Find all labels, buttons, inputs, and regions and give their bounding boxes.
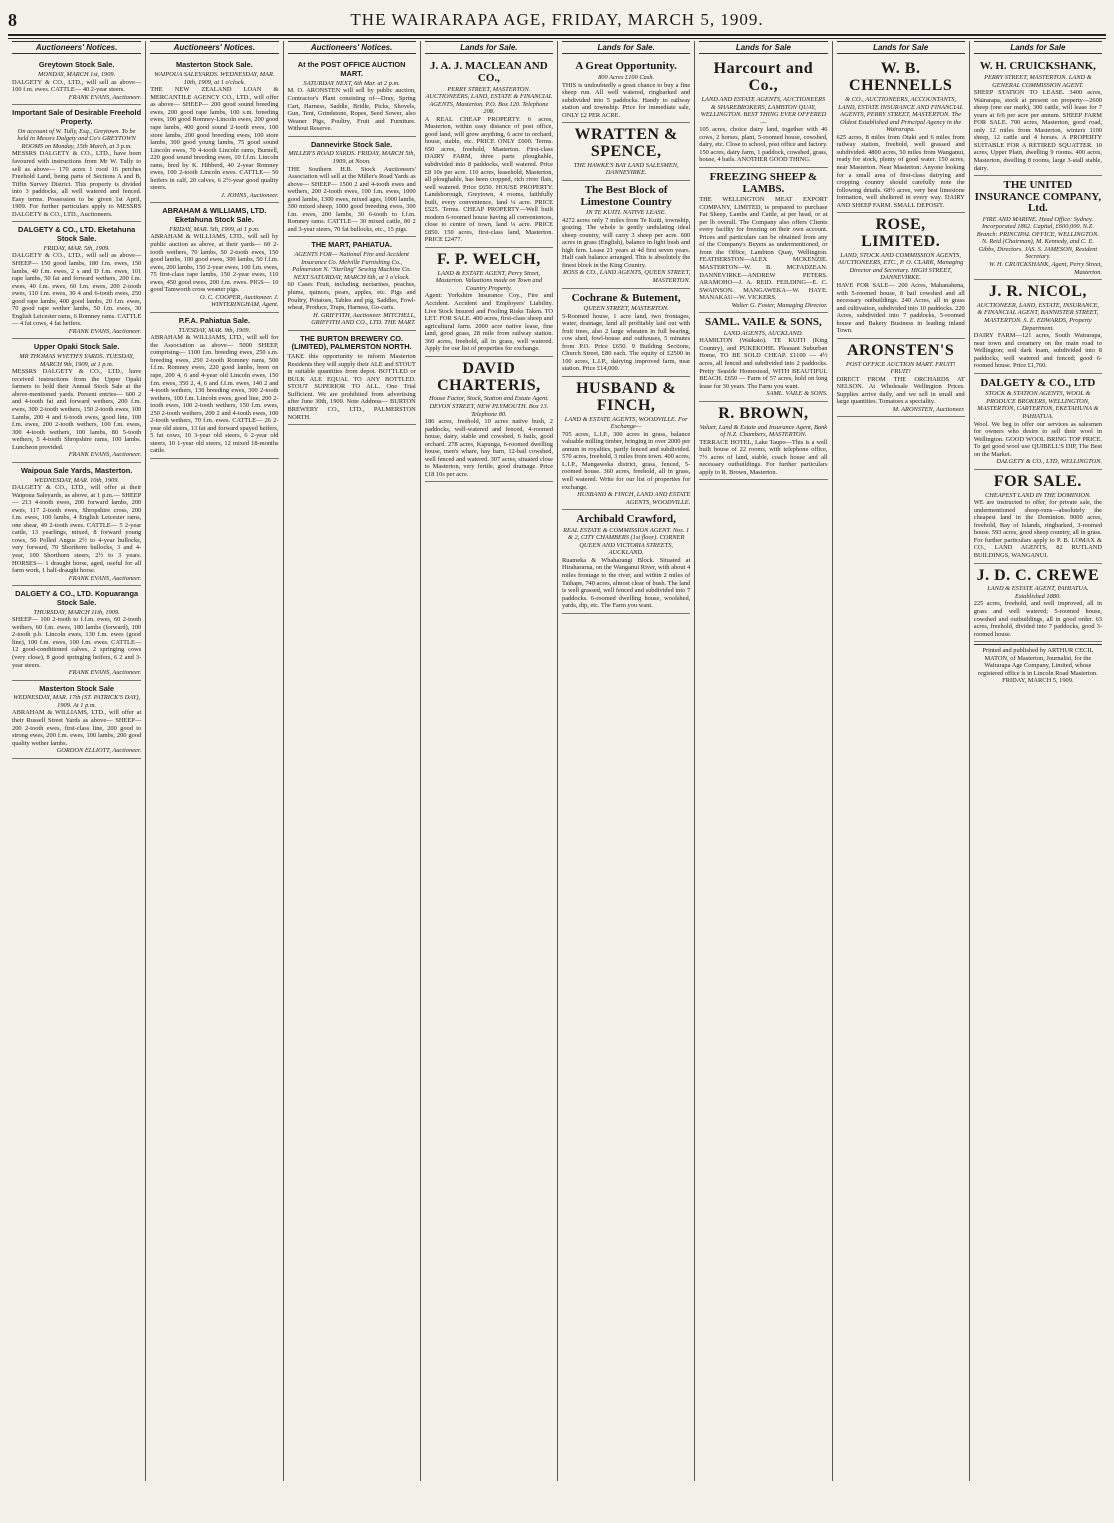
- ad-signature: HUSBAND & FINCH, LAND AND ESTATE AGENTS, WOODVILLE.: [577, 491, 691, 506]
- advertisement: [562, 510, 690, 614]
- ad-body-text: Ruameka & Whaharangi Block. Situated at Hirahararua, on the Wanganui River, with about 4 miles frontage to the river, and within 2 miles of Taihape, 740 acres, almost clear of bush. The land is well grassed, well fenced and subdivided into 7 paddocks. 6-roomed dwelling house, woolshed, yards, dip, etc. The Farm you want.: [562, 556, 691, 610]
- advertisement: [562, 181, 690, 289]
- ad-firm-name: SAML. VAILE & SONS,: [705, 316, 822, 329]
- ad-body-text: ABRAHAM & WILLIAMS, LTD., will sell for the Association as above— 5000 SHEEP, comprising— 1100 f.m. breeding ewes, 250 s.m. breeding ewes, 250 2-tooth Romney rams, 500 f.f.m. Romney ewes, 220 good lambs, been on rape, 200 4, 6 and 4-year old Lincoln ewes, 150 f.m. ewes, 350 2, 4, 6 and f.f.m. ewes, 140 2 and 4-tooth wethers, 130 breeding ewes, 300 2-tooth wethers, 100 f.m. Lincoln ewes, good line, 200 2-tooth ewes, 100 2-tooth wethers, 150 f.m. ewes, 250 2-tooth wethers, 200 2 and 4-tooth ewes, 100 2-tooth wethers, 70 f.m. ewes. CATTLE— 26 2-year old steers, 13 fat and forward spayed heifers, 5 fat cows, 10 3-year old steers, 6 2-year old steers, 10 1-year old steers, 12 mixed 18-months cattle.: [150, 334, 279, 455]
- ad-body-text: HAMILTON (Waikato). TE KUITI (King Country), and PUKEKOHE. Pleasant Suburban Home, TO BE SOLD CHEAP. £1100 — 4½ acres, all fenced and subdivided into 2 paddocks. Pretty Seaside Homestead, WITH BEAUTIFUL BEACH. £650 — Farm of 57 acres, hold on long lease for 30 years. The Farm you want.: [699, 337, 828, 390]
- ad-subheading: IN TE KUITI. NATIVE LEASE.: [586, 209, 667, 217]
- advertisement: [837, 339, 965, 418]
- advertisement: [974, 57, 1102, 176]
- columns: [8, 41, 1106, 1481]
- ad-title: Masterton Stock Sale.: [175, 60, 253, 70]
- advertisement: [425, 57, 553, 248]
- ad-subheading: AGENTS FOR— National Fire and Accident Insurance Co. Melville Furnishing Co., Palmerston N. "Sterling" Sewing Machine Co. NEXT SATURDAY, MARCH 6th, at 1 o'clock.: [292, 251, 412, 281]
- ad-subheading: WEDNESDAY, MAR. 10th, 1909.: [34, 476, 120, 484]
- ad-body-text: 705 acres, L.I.P., 300 acres in grass, balance valuable milling timber, bringing in over 2000 per annum in royalties, partly fenced and subdivided. 570 acres, freehold, 3 miles from town. 400 acres, L.I.P., Mangaweka district, grass, fenced, 5-roomed house. 360 acres, freehold, all in grass, well watered. Write for our list of properties for exchange.: [562, 430, 691, 491]
- ad-body-text: 4272 acres only 7 miles from Te Kuiti, township, grazing. The whole is gently undulating ideal sheep country, will carry 3 sheep per acre. 600 acres in grass (English), balance in light bush and high fern. Lease 21 years at 4d first seven years. Half cash balance arranged. This is absolutely the finest block in the King Country.: [562, 216, 691, 269]
- ad-body-text: DIRECT FROM THE ORCHARDS AT NELSON. At Wholesale Wellington Prices. Supplies arrive daily, and we sell in small and large quantities. Tomatoes a speciality.: [836, 375, 965, 406]
- ad-title: THE BURTON BREWERY CO. (LIMITED), PALMERSTON NORTH.: [291, 333, 412, 352]
- ad-body-text: DAIRY FARM—121 acres, South Wairarapa, near town and creamery on the main road to Wellington; soil dark loam, subdivided into 8 paddocks, well watered and fenced; good 6-roomed house. Price £1,760.: [973, 332, 1102, 370]
- ad-subheading: 800 Acres £100 Cash.: [598, 73, 655, 81]
- ad-subheading: WEDNESDAY, MAR. 17th (ST. PATRICK'S DAY), 1909. At 1 p.m.: [13, 694, 141, 709]
- ad-body-text: TERRACE HOTEL, Lake Taupo—This is a well built house of 22 rooms, with telephone office, 7½ acres of land, stable, coach house and all necessary outbuildings. For further particulars apply to R. Brown, Masterton.: [699, 438, 828, 476]
- ad-subheading: LAND & ESTATE AGENTS, WOODVILLE. For Exchange—: [564, 415, 688, 431]
- advertisement: [12, 681, 141, 759]
- ad-subheading: House Factor, Stock, Station and Estate Agent. DEVON STREET, NEW PLYMOUTH. Box 13. Telephone 80.: [429, 395, 549, 418]
- advertisement: [288, 331, 416, 425]
- advertisement: [562, 123, 690, 181]
- ad-body-text: ABRAHAM & WILLIAMS, LTD., will offer at their Russell Street Yards as above— SHEEP— 200 2-tooth ewes, first-class line, 200 good to strong ewes, 200 f.m. ewes, 100 lambs, 200 good quality wether lambs.: [12, 709, 142, 747]
- ad-body-text: 60 Cases Fruit, including nectarines, peaches, plums, quinces, pears, apples, etc. Pigs and Poultry, Potatoes, Tables and pig, Saddles, Fowl-wheat, Produce, Traps, Harness, Go-carts.: [287, 281, 416, 312]
- column-header: Auctioneers' Notices.: [150, 41, 278, 54]
- advertisement: [12, 105, 141, 222]
- advertisement: [12, 463, 141, 586]
- advertisement: [288, 237, 416, 330]
- ad-subheading: On account of W. Tully, Esq., Greytown. To be held in Messrs Dalgety and Co's GREYTOWN ROOMS on Monday, 15th March, at 3 p.m.: [17, 127, 136, 150]
- ad-subheading: THURSDAY, MARCH 11th, 1909.: [33, 608, 120, 616]
- advertisement: [288, 137, 416, 238]
- ad-title: At the POST OFFICE AUCTION MART.: [297, 60, 406, 79]
- ad-firm-name: Harcourt and Co.,: [713, 60, 814, 95]
- ad-subheading: PERRY STREET, MASTERTON. AUCTIONEERS, LAND, ESTATE & FINANCIAL AGENTS, Masterton. P.O. Box 120. Telephone 208.: [425, 85, 553, 116]
- column-header: Lands for Sale: [974, 41, 1102, 54]
- ad-signature: FRANK EVANS, Auctioneer.: [68, 574, 142, 582]
- advertisement: [150, 203, 278, 312]
- ad-subheading: TUESDAY, MAR. 9th, 1909.: [178, 326, 251, 334]
- ad-title: ABRAHAM & WILLIAMS, LTD. Eketahuna Stock Sale.: [162, 206, 267, 225]
- ad-body-text: DALGETY & CO., LTD., will sell as above— SHEEP— 150 good lambs, 180 f.m. ewes, 150 lambs, 40 f.m. ewes, 2 s and D f.m. ewes, 101 rape lambs, 50 fat and forward wethers, 200 f.m. ewes, 40 f.m. ewes, 60 f.m. ewes, 200 2-tooth ewes, 110 f.m. ewes, 30 4 and 6-tooth ewes, 250 good rape lambs, 400 good lambs, 20 f.m. ewes, 70 good rape wether lambs, 50 f.m. ewes, 30 English Leicester rams, 6 Romney rams. CATTLE— 4 fat cows, 4 fat heifers.: [12, 252, 142, 328]
- ad-firm-name: FOR SALE.: [993, 472, 1082, 490]
- ad-signature: FRANK EVANS, Auctioneer.: [68, 327, 142, 335]
- ad-title: Waipoua Sale Yards, Masterton.: [20, 465, 133, 475]
- ad-subheading: LAND & ESTATE AGENT, PAHIATUA. Established 1880.: [987, 585, 1089, 600]
- advertisement: [562, 377, 690, 510]
- ad-body-text: MESSRS DALGETY & CO., LTD., have been favoured with instructions from Mr W. Tully to sell as above— 170 acres 1 rood 16 perches Freehold Land, being parts of Sections A and B, Tiffin Survey District. This property is divided into 3 paddocks, all well watered and fenced. Easy terms. Possession to be given 1st April, 1909. For further particulars apply to MESSRS DALGETY & CO., LTD., Auctioneers.: [12, 150, 142, 218]
- advertisement: [974, 176, 1102, 280]
- ad-subheading: LAND & ESTATE AGENT, Perry Street, Masterton. Valuations made on Town and Country Property.: [435, 269, 543, 292]
- ad-signature: J. JOHNS, Auctioneer.: [220, 191, 279, 199]
- ad-title: Masterton Stock Sale: [39, 683, 114, 693]
- ad-signature: ROSS & CO., LAND AGENTS, QUEEN STREET, MASTERTON.: [563, 269, 691, 284]
- column-1: [8, 41, 145, 1481]
- ad-subheading: AUCTIONEER, LAND, ESTATE, INSURANCE, & FINANCIAL AGENT, BANNISTER STREET, MASTERTON. S. E. EDWARDS, Property Department.: [976, 301, 1100, 332]
- column-8: [969, 41, 1106, 1481]
- ad-title: THE MART, PAHIATUA.: [311, 240, 392, 250]
- ad-subheading: & CO., AUCTIONEERS, ACCOUNTANTS, LAND, ESTATE INSURANCE AND FINANCIAL AGENTS, PERRY STREET, MASTERTON. The Oldest Established and Principal Agency in the Wairarapa.: [838, 96, 964, 134]
- column-header: Auctioneers' Notices.: [288, 41, 416, 54]
- ad-subheading: SATURDAY NEXT, 6th Mar. at 2 p.m.: [303, 79, 400, 87]
- ad-body-text: SHEEP— 100 2-tooth to f.f.m. ewes, 60 2-tooth wethers, 60 f.m. ewes, 180 lambs (forward), 100 2-tooth p.b. Lincoln ewes, 130 f.m. ewes (good line), 100 f.m. ewes, 100 f.m. ewes. CATTLE— 12 good-conditioned calves, 2 springing cows (very close), 8 good springing heifers, 6 2 and 3-year steers.: [12, 616, 142, 669]
- ad-subheading: FRIDAY, MAR. 5th, 1909.: [43, 244, 110, 252]
- column-6: [694, 41, 831, 1481]
- advertisement: [425, 357, 553, 483]
- ad-firm-name: DAVID CHARTERIS,: [437, 359, 541, 394]
- advertisement: [288, 57, 416, 136]
- column-header: Lands for Sale: [699, 41, 827, 54]
- ad-body-text: DALGETY & CO., LTD., will offer at their Waipoua Saleyards, as above, at 1 p.m.— SHEEP— 213 4-tooth ewes, 200 forward lambs, 200 ewes, 117 2-tooth ewes, Shropshire cross, 200 f.m. ewes, 100 lambs, 4 English Leicester rams, one shear, 49 2-tooth ewes. CATTLE— 5 2-year cattle, 13 yearlings, mixed, 8 forward young cows, 50 Polled Angus 2½ to 4-year bullocks, very forward, 70 Shorthorn bullocks, 3 and 4-year, 100 Shorthorn steers, 2½ to 3 years. HORSES— 1 draught horse, aged, useful for all farm work, 1 half-draught horse.: [12, 484, 142, 575]
- ad-signature: H. GRIFFITH, Auctioneer. MITCHELL, GRIFFITH AND CO., LTD. THE MART.: [311, 311, 416, 327]
- ad-firm-name: WRATTEN & SPENCE,: [574, 126, 678, 161]
- ad-firm-name: F. P. WELCH,: [437, 251, 541, 269]
- ad-body-text: 186 acres, freehold, 10 acres native bush, 2 paddocks, well-watered and fenced, 4-roomed house, dairy, stable and cowshed, 6 bails, good orchard. 278 acres, Kapunga, 6-roomed dwelling house, men's whare, hay barn, 12-bail cowshed, well fenced and watered. 307 acres, situated close to Masterton, very fertile, good drainage. Price £18 10s per acre.: [424, 418, 553, 478]
- ad-body-text: M. O. ARONSTEN will sell by public auction, Contractor's Plant consisting of—Dray, Spring Cart, Harness, Saddle, Bridle, Picks, Shovels, Gun, Tent, Grindstone, Ropes, Seed Sower, also Weaner Pigs, Poultry, Fruit and Furniture. Without Reserve.: [287, 87, 416, 133]
- ad-subheading: FRIDAY, MAR. 5th, 1909, at 1 p.m.: [169, 225, 260, 233]
- ad-firm-name: R. BROWN,: [718, 404, 809, 422]
- ad-body-text: A REAL CHEAP PROPERTY. 6 acres, Masterton, within easy distance of post office, good land, will grow anything, 6 acre in orchard, house, stable, etc. PRICE ONLY £600. Terms. 650 acres, freehold, Masterton. First-class DAIRY FARM, three parts ploughable, subdivided into 8 paddocks, well watered. Price £8 10s per acre. 110 acres, leasehold, Masterton, all ploughable, has been cropped, rich river flats, well watered. Price £650. HOUSE PROPERTY. Landsborough, Greytown, 4 rooms, faithfully built, every convenience, land ¼ acre. PRICE £525. Terms. CHEAP PROPERTY—Well built modern 6-roomed house having all conveniences, close to centre of town, land ¼ acre. PRICE £850. 150 acres, first-class land, Masterton. PRICE £2477.: [424, 115, 553, 244]
- column-5: [557, 41, 694, 1481]
- ad-subheading: THE HAWKE'S BAY LAND SALESMEN, DANNEVIRKE.: [573, 161, 679, 177]
- ad-firm-name: A Great Opportunity.: [575, 60, 677, 73]
- ad-body-text: DALGETY & CO., LTD., will sell as above— 100 f.m. ewes. CATTLE— 40 2-year steers.: [12, 78, 142, 94]
- advertisement: [150, 57, 278, 203]
- ad-firm-name: THE UNITED INSURANCE COMPANY, Ltd.: [974, 179, 1102, 215]
- ad-firm-name: J. D. C. CREWE: [976, 566, 1100, 584]
- ad-subheading: QUEEN STREET, MASTERTON.: [583, 305, 669, 313]
- advertisement: [12, 222, 141, 339]
- ad-title: Greytown Stock Sale.: [38, 60, 115, 70]
- column-2: [145, 41, 282, 1481]
- ad-body-text: THIS is undoubtedly a great chance to buy a fine sheep run. All well watered, ringbarked and subdivided into 5 paddocks. Handy to railway station and township. Price for immediate sale, ONLY £2 PER ACRE.: [562, 81, 691, 119]
- ad-body-text: TAKE this opportunity to inform Masterton Residents they will supply their ALE and STOUT in suitable quantities from depot. BOTTLED or BULK ALE EQUAL TO ANY BOTTLED. STOUT SUPERIOR TO ALL. One Trial Sufficient. We are prohibited from advertising after June 30th, 1909. Note Address— BURTON BREWERY CO., LTD., PALMERSTON NORTH.: [287, 353, 416, 421]
- ad-subheading: MR THOMAS WYETH'S YARDS. TUESDAY, MARCH 9th, 1909, at 1 p.m.: [19, 353, 134, 368]
- ad-subheading: LAND AGENTS, AUCKLAND.: [723, 329, 804, 337]
- ad-title: Important Sale of Desirable Freehold Property.: [12, 108, 142, 127]
- ad-firm-name: J. A. J. MACLEAN AND CO.,: [430, 60, 548, 84]
- ad-signature: W. H. CRUICKSHANK, Agent, Perry Street, Masterton.: [988, 261, 1102, 276]
- ad-firm-name: W. B. CHENNELLS: [849, 60, 953, 95]
- advertisement: [425, 248, 553, 357]
- ad-subheading: CHEAPEST LAND IN THE DOMINION.: [984, 491, 1091, 499]
- ad-subheading: STOCK & STATION AGENTS, WOOL & PRODUCE BROKERS, WELLINGTON, MASTERTON, CARTERTON, EKETAHUNA & PAHIATUA.: [977, 390, 1099, 421]
- advertisement: [12, 57, 141, 105]
- ad-signature: DALGETY & CO., LTD, WELLINGTON.: [996, 458, 1102, 466]
- column-header: Auctioneers' Notices.: [12, 41, 141, 54]
- ad-subheading: MONDAY, MARCH 1st, 1909.: [38, 71, 116, 79]
- ad-title: DALGETY & CO., LTD. Kopuaranga Stock Sale.: [15, 589, 139, 607]
- ad-firm-name: Cochrane & Butement,: [571, 291, 681, 304]
- ad-subheading: POST OFFICE AUCTION MART. FRUIT! FRUIT!: [845, 360, 956, 376]
- ad-signature: FRANK EVANS, Auctioneer.: [68, 451, 142, 459]
- column-3: [283, 41, 420, 1481]
- advertisement: [699, 313, 827, 401]
- ad-signature: SAML. VAILE & SONS.: [766, 390, 828, 398]
- ad-subheading: MILLER'S ROAD YARDS. FRIDAY, MARCH 5th, 1909, at Noon.: [288, 150, 415, 166]
- newspaper-title: THE WAIRARAPA AGE, FRIDAY, MARCH 5, 1909.: [350, 10, 764, 29]
- ad-subheading: LAND, STOCK AND COMMISSION AGENTS, AUCTIONEERS, ETC., P. O. CLARK, Managing Director and Secretary. HIGH STREET, DANNEVIRKE.: [837, 251, 964, 282]
- advertisement: [699, 168, 827, 313]
- ad-firm-name: W. H. CRUICKSHANK,: [979, 60, 1096, 73]
- ad-subheading: LAND AND ESTATE AGENTS, AUCTIONEERS & SHAREBROKERS, LAMBTON QUAY, WELLINGTON. BEST THING EVER OFFERED—: [700, 96, 827, 126]
- ad-body-text: WE are instructed to offer, for private sale, the undermentioned sheep-runs—absolutely the cheapest land in the Dominion. 9000 acres, freehold, Bay of Islands, ringbarked, 3-roomed house. 593 acres, good sheep country, all in grass. For further particulars apply to P. B. LOMAX & CO., LAND AGENTS, 82 RUTLAND BUILDINGS, WANGANUI.: [973, 499, 1102, 560]
- ad-body-text: MESSRS DALGETY & CO., LTD., have received instructions from the Upper Opaki farmers to hold their Annual Stock Sale at the above-mentioned yards. Present entries— 600 2 and 4-tooth fat and forward wethers, 200 f.m. ewes, 300 2-tooth wethers, 150 2-tooth ewes, 100 Lambs, 200 4 and 6-tooth ewes, good line, 100 f.m. ewes, 200 2-tooth wethers, 100 f.m. ewes, 300 4-tooth wethers, 100 lambs, 80 5-tooth wethers, 5 4-tooth Shropshire rams, 100 lambs. Luncheon provided.: [12, 368, 142, 451]
- advertisement: [974, 280, 1102, 374]
- ad-signature: FRANK EVANS, Auctioneer.: [68, 93, 142, 101]
- advertisement: [699, 402, 827, 481]
- ad-firm-name: J. R. NICOL,: [988, 283, 1087, 301]
- ad-body-text: THE WELLINGTON MEAT EXPORT COMPANY, LIMITED, is prepared to purchase Fat Sheep, Lambs and Cattle, at per head, or at per lb overall. The Company also offers Clients every facility for freezing on their own account. Prices and particulars can be obtained from any of the Company's Buyers as undermentioned, or from the Office, Lambton Quay, Wellington. FEATHERSTON—ALEX MCKENZIE. MASTERTON—W. B. MCFADZEAN. DANNEVIRKE—ANDREW PETERS. ARAMOHO—J. A. REID. FEILDING—E. C. SWAINSON. MANGAWEKA—W. HAYE. MANAKAU—W. VICKERS.: [699, 196, 828, 302]
- column-header: Lands for Sale.: [425, 41, 553, 54]
- ad-signature: FRANK EVANS, Auctioneer.: [68, 669, 142, 677]
- ad-subheading: Valuer, Land & Estate and Insurance Agent, Bank of N.Z. Chambers, MASTERTON.: [699, 423, 828, 439]
- column-7: [832, 41, 969, 1481]
- ad-body-text: THE NEW ZEALAND LOAN & MERCANTILE AGENCY CO., LTD., will offer as above— SHEEP— 200 good sound breeding ewes, 200 good rape lambs, 100 s.m. breeding ewes, 100 good Romney-Lincoln ewes, 200 good rape lambs, 400 good sound 2-tooth ewes, 100 store lambs, 200 good breeding ewes, 100 store lambs, 300 good young lambs, 75 good sound Lincoln ewes, 70 4-tooth Lincoln rams, Burnell, 220 good sound breeding ewes, 10 f.f.m. Lincoln rams, bred by K. Hibberd, 40 2-year Romney ewes, 100 2-tooth Lincoln ewes. CATTLE— 50 heifers in calf, 20 calves, 6 2½-year good quality steers.: [150, 86, 279, 192]
- page-number: 8: [8, 9, 17, 30]
- ad-signature: M. ARONSTEN, Auctioneer.: [892, 405, 965, 413]
- ad-body-text: 5-Roomed house, 1 acre land, two frontages, water, drainage, land all profitably laid out with fruit trees, also 2 large wheaten in full bearing, cow shed, fowl-house and outhouses, 5 minutes from P.O. Price £650. 9 Building Sections, Church Street, £80 each. The equity of £2500 in 100 acres, L.I.P., dairying improved farm, near station. Price £14,000.: [562, 312, 691, 373]
- column-header: Lands for Sale.: [562, 41, 690, 54]
- ad-body-text: 225 acres, freehold, and well improved, all in grass and well watered; 5-roomed house, cowshed and outbuildings, all in good order. 63 acres, freehold, divided into 7 paddocks, good 3-roomed house.: [973, 600, 1102, 638]
- ad-title: Upper Opaki Stock Sale.: [33, 342, 120, 352]
- masthead: [8, 6, 1106, 36]
- advertisement: [12, 339, 141, 462]
- ad-body-text: 625 acres, 8 miles from Otaki and 6 miles from railway station, freehold, well grassed and subdivided. 4800 acres, 50 miles from Wanganui, ready for stock, plenty of good water. 150 acres, near Masterton. Near Masterton: Anyone looking for a small area of first-class dairying and cropping country should carefully note the following details. 68½ acres, very best limestone formation, well sheltered in every way. DAIRY AND SHEEP FARM. SMALL DEPOSIT.: [836, 133, 965, 209]
- ad-signature: GORDON ELLIOTT, Auctioneer.: [56, 747, 142, 755]
- advertisement: [150, 313, 278, 459]
- advertisement: [974, 564, 1102, 643]
- ad-body-text: SHEEP STATION TO LEASE. 3400 acres, Wairarapa, stock at present on property—2600 sheep (one ear mark), 300 cattle, will lease for 7 years at 6/6 per acre per annum. SHEEP FARM FOR SALE. 700 acres, Masterton, good road, only 12 miles from Masterton, winters 1100 sheep, 12 cattle and 4 horses. A PROPERTY SUITABLE FOR A RETIRED SQUATTER. 10 acres, Upper Plain, dwelling 9 rooms. 400 acres, Masterton, dwelling 8 rooms, large 3-stall stable, dairy.: [973, 89, 1102, 172]
- ad-firm-name: ROSE, LIMITED.: [861, 216, 941, 251]
- advertisement: [974, 374, 1102, 470]
- ad-body-text: Agent: Yorkshire Insurance Coy., Fire and Accident. Accident and Employers' Liability. Live Stock Insured and Fooling Risks Taken. TO LET. FOR SALE. 400 acres, first-class sheep and agricultural farm. 2000 acre native lease, fine land, good grass, 28 mile from railway station. 360 acres, freehold, all in grass, well watered. Apply for our list of properties for exchange.: [424, 292, 553, 353]
- advertisement: [837, 213, 965, 339]
- printer-imprint: Printed and published by ARTHUR CECIL MATON, of Masterton, Journalist, for the Wairarapa Age Company, Limited, whose registered office is in Lincoln Road Masterton. FRIDAY, MARCH 5, 1909.: [974, 644, 1102, 685]
- ad-title: P.F.A. Pahiatua Sale.: [178, 315, 251, 325]
- ad-subheading: PERRY STREET, MASTERTON. LAND & GENERAL COMMISSION AGENT.: [984, 73, 1092, 89]
- ad-title: DALGETY & CO., LTD. Eketahuna Stock Sale.: [18, 225, 136, 244]
- ad-subheading: WAIPOUA SALEYARDS. WEDNESDAY, MAR. 10th, 1909, at 1 o'clock.: [154, 71, 275, 86]
- ad-firm-name: Archibald Crawford,: [576, 513, 676, 526]
- ad-firm-name: The Best Block of Limestone Country: [580, 183, 672, 208]
- column-4: [420, 41, 557, 1481]
- ad-firm-name: DALGETY & CO., LTD: [980, 376, 1096, 389]
- column-header: Lands for Sale: [837, 41, 965, 54]
- ad-signature: Walter G. Foster, Managing Director.: [731, 301, 828, 309]
- advertisement: [12, 586, 141, 680]
- ad-subheading: FIRE AND MARINE. Head Office: Sydney. Incorporated 1862. Capital, £600,000. N.Z. Branch: PRINCIPAL OFFICE, WELLINGTON. N. Reid (Chairman), M. Kennedy, and C. E. Gibbs, Directors. JAS. S. JAMESON, Resident Secretary.: [976, 215, 1100, 261]
- ad-body-text: Wool. We beg to offer our services as salesmen for owners who desire to sell their wool in Wellington. GOOD WOOL BRING TOP PRICE. To get good wool use QUIBELL'S DIP, The Best on the Market.: [973, 420, 1102, 458]
- advertisement: [699, 57, 827, 168]
- advertisement: [974, 470, 1102, 564]
- ad-firm-name: ARONSTEN'S: [847, 341, 955, 359]
- ad-subheading: REAL ESTATE & COMMISSION AGENT. Nos. 1 & 2, CITY CHAMBERS (1st floor). CORNER QUEEN AND VICTORIA STREETS, AUCKLAND.: [563, 526, 690, 557]
- advertisement: [562, 289, 690, 377]
- ad-body-text: THE Southern H.B. Stock Auctioneers' Association will sell at the Miller's Road Yards as above— SHEEP— 1500 2 and 4-tooth ewes and wethers, 200 2-tooth ewes, 100 f.m. ewes, 1000 good lambs, 1300 ewes, mixed ages, 1000 lambs, 300 mixed sheep, 1000 good breeding ewes, 300 f.m. ewes, 200 lambs, 30 6-tooth to f.f.m. Romney rams. CATTLE— 30 mixed cattle, 80 2 and 3-year steers, 70 fat bullocks, etc., 15 pigs.: [287, 165, 416, 233]
- ad-signature: O. C. COOPER, Auctioneer. J. WINTERINGHAM, Agent.: [199, 293, 279, 309]
- ad-body-text: ABRAHAM & WILLIAMS, LTD., will sell by public auction as above, at their yards— 60 2-tooth wethers, 70 lambs, 50 2-tooth ewes, 150 good lambs, 100 good ewes, 300 lambs, 50 f.f.m. ewes, 200 lambs, 150 2-year ewes, 100 f.m. ewes, 75 first-class rape lambs, 150 2-year ewes, 110 ewes, 450 good ewes, 200 f.m. ewes. PIGS— 10 good Tamworth cross weaner pigs.: [150, 233, 279, 294]
- ad-title: Dannevirke Stock Sale.: [310, 139, 393, 149]
- ad-body-text: 105 acres, choice dairy land, together with 46 cows, 2 horses, plant, 5-roomed house, cowshed, dairy, etc. Close to school, post office and factory. 150 acres, dairy farm, 1 paddock, cowshed, grass, house, 4 bails. ANOTHER GOOD THING.: [699, 126, 828, 164]
- ad-firm-name: HUSBAND & FINCH,: [576, 379, 677, 414]
- advertisement: [562, 57, 690, 123]
- ad-firm-name: FREEZING SHEEP & LAMBS.: [709, 170, 818, 195]
- advertisement: [837, 57, 965, 213]
- ad-body-text: HAVE FOR SALE— 200 Acres, Mahanahena, with 5-roomed house, 8 bail cowshed and all necessary outbuildings. 240 Acres, all in grass and cultivation, subdivided into 10 paddocks. 220 Acres, subdivided into 7 paddocks, 5-roomed house and Bakery Business in leading inland Town.: [836, 282, 965, 335]
